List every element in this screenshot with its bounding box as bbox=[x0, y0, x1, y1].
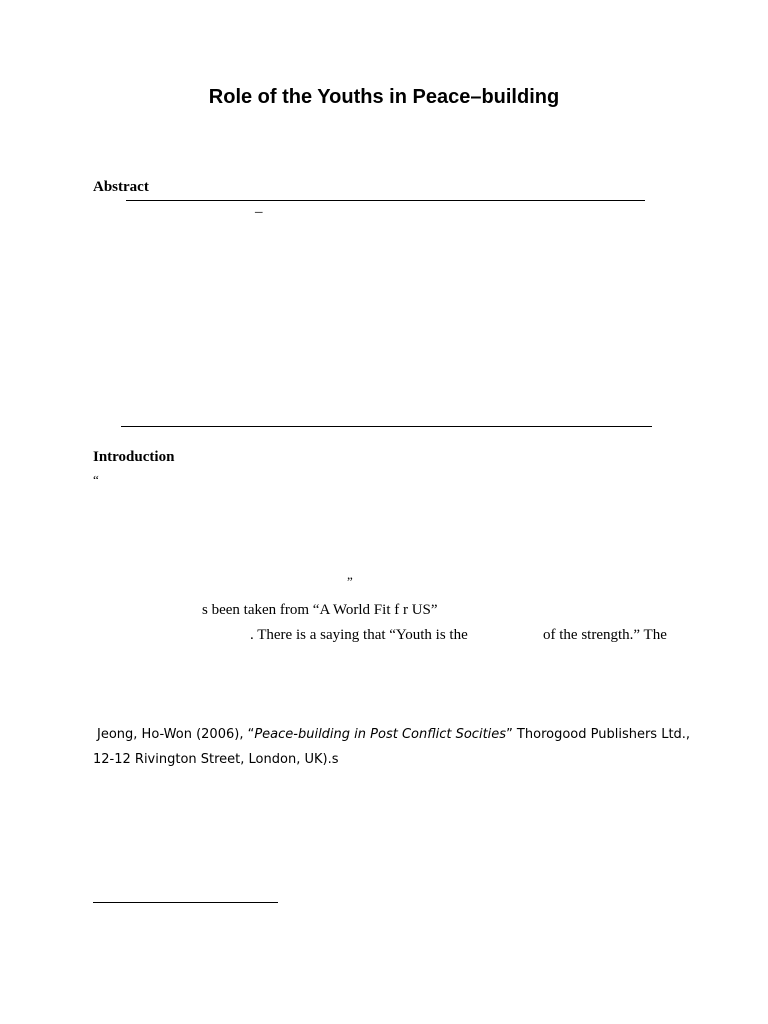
abstract-top-rule bbox=[126, 200, 645, 201]
citation-publisher: ” Thorogood Publishers Ltd., bbox=[506, 727, 691, 742]
citation-line-1 bbox=[97, 727, 690, 742]
intro-source-line: s been taken from “A World Fit f r US” bbox=[202, 602, 438, 618]
document-title: Role of the Youths in Peace–building bbox=[208, 86, 560, 108]
abstract-heading: Abstract bbox=[93, 179, 149, 195]
abstract-dash: – bbox=[255, 204, 263, 220]
intro-saying-line-end: of the strength.” The bbox=[543, 627, 667, 643]
citation-line-2: 12-12 Rivington Street, London, UK).s bbox=[93, 752, 339, 767]
introduction-heading: Introduction bbox=[93, 449, 175, 465]
citation-author: Jeong, Ho-Won (2006), “ bbox=[97, 727, 255, 742]
footnote-separator bbox=[93, 902, 278, 903]
abstract-bottom-rule bbox=[121, 426, 652, 427]
intro-open-quote: “ bbox=[93, 472, 99, 487]
intro-close-quote: ” bbox=[347, 574, 353, 589]
intro-saying-line-start: . There is a saying that “Youth is the bbox=[250, 627, 468, 643]
citation-title: Peace-building in Post Conflict Socities bbox=[254, 727, 507, 742]
